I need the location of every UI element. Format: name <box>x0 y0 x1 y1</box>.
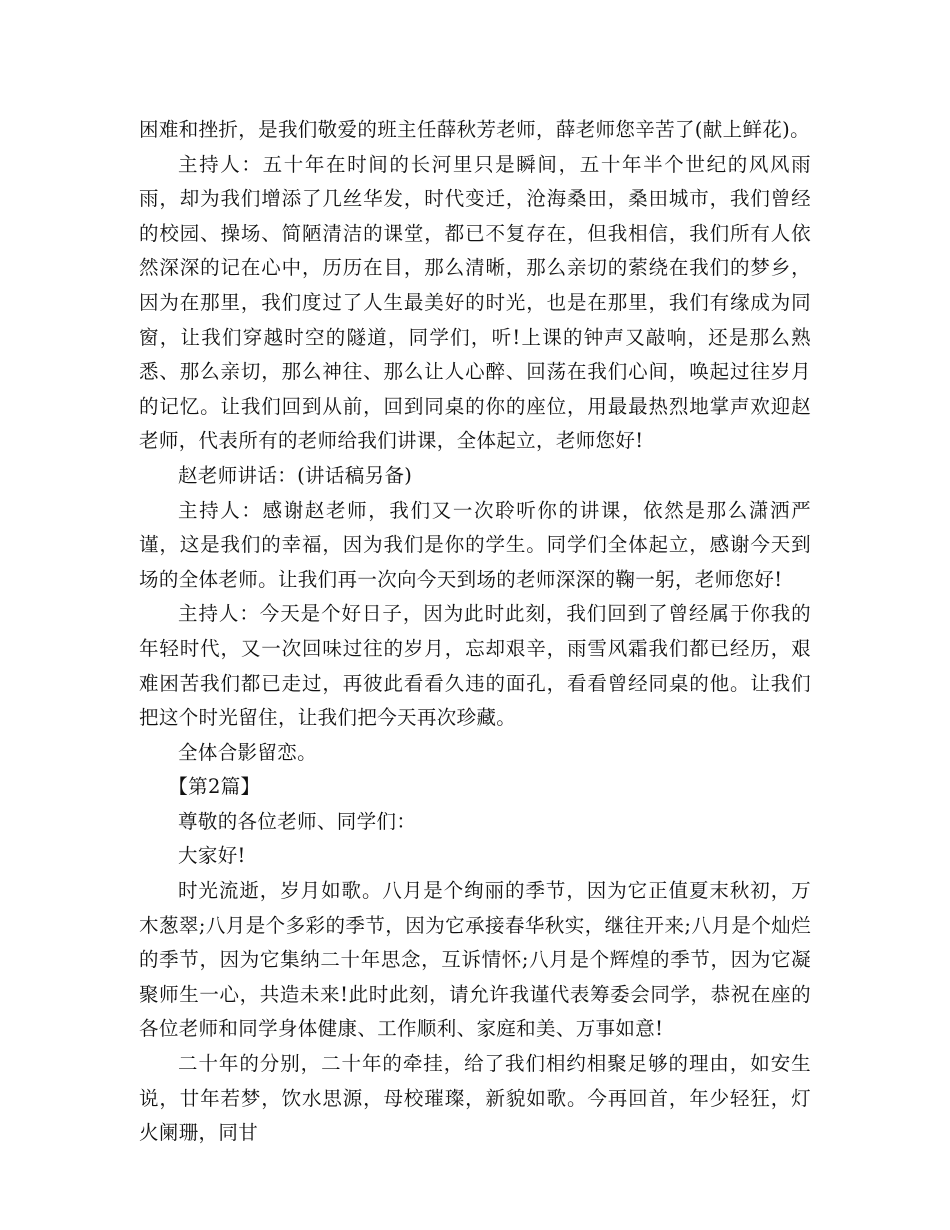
paragraph-group-photo: 全体合影留恋。 <box>178 740 317 764</box>
paragraph-august: 时光流逝，岁月如歌。八月是个绚丽的季节，因为它正值夏末秋初，万木葱翠;八月是个多彩的季节，因为它承接春华秋实，继往开来;八月是个灿烂的季节，因为它集纳二十年思念，互诉情怀;八月是个辉煌的季节，因为它凝聚师生一心，共造未来!此时此刻，请允许我谨代表筹委会同学，恭祝在座的各位老师和同学身体健康、工作顺利、家庭和美、万事如意! <box>139 879 811 1041</box>
paragraph-teacher-speech: 赵老师讲话：(讲话稿另备) <box>178 463 413 487</box>
paragraph-host-good-day: 主持人：今天是个好日子，因为此时此刻，我们回到了曾经属于你我的年轻时代，又一次回味过往的岁月，忘却艰辛，雨雪风霜我们都已经历，艰难困苦我们都已走过，再彼此看看久违的面孔，看看曾经同桌的他。让我们把这个时光留住，让我们把今天再次珍藏。 <box>139 602 811 730</box>
paragraph-host-fifty-years: 主持人：五十年在时间的长河里只是瞬间，五十年半个世纪的风风雨雨，却为我们增添了几丝华发，时代变迁，沧海桑田，桑田城市，我们曾经的校园、操场、简陋清洁的课堂，都已不复存在，但我相信，我们所有人依然深深的记在心中，历历在目，那么清晰，那么亲切的萦绕在我们的梦乡，因为在那里，我们度过了人生最美好的时光，也是在那里，我们有缘成为同窗，让我们穿越时空的隧道，同学们，听!上课的钟声又敲响，还是那么熟悉、那么亲切，那么神往、那么让人心醉、回荡在我们心间，唤起过往岁月的记忆。让我们回到从前，回到同桌的你的座位，用最最热烈地掌声欢迎赵老师，代表所有的老师给我们讲课，全体起立，老师您好! <box>139 152 811 453</box>
paragraph-host-thanks: 主持人：感谢赵老师，我们又一次聆听你的讲课，依然是那么潇洒严谨，这是我们的幸福，因为我们是你的学生。同学们全体起立，感谢今天到场的全体老师。让我们再一次向今天到场的老师深深的鞠一躬，老师您好! <box>139 498 811 591</box>
paragraph-salutation: 尊敬的各位老师、同学们： <box>178 809 417 833</box>
paragraph-twenty-years: 二十年的分别，二十年的牵挂，给了我们相约相聚足够的理由，如安生说，廿年若梦，饮水思源，母校璀璨，新貌如歌。今再回首，年少轻狂，灯火阑珊，同甘 <box>139 1052 811 1145</box>
section-heading: 【第2篇】 <box>168 775 261 799</box>
document-page <box>139 113 811 1151</box>
paragraph-continuation: 困难和挫折，是我们敬爱的班主任薛秋芳老师，薛老师您辛苦了(献上鲜花)。 <box>139 118 810 141</box>
paragraph-greeting: 大家好! <box>178 844 246 868</box>
